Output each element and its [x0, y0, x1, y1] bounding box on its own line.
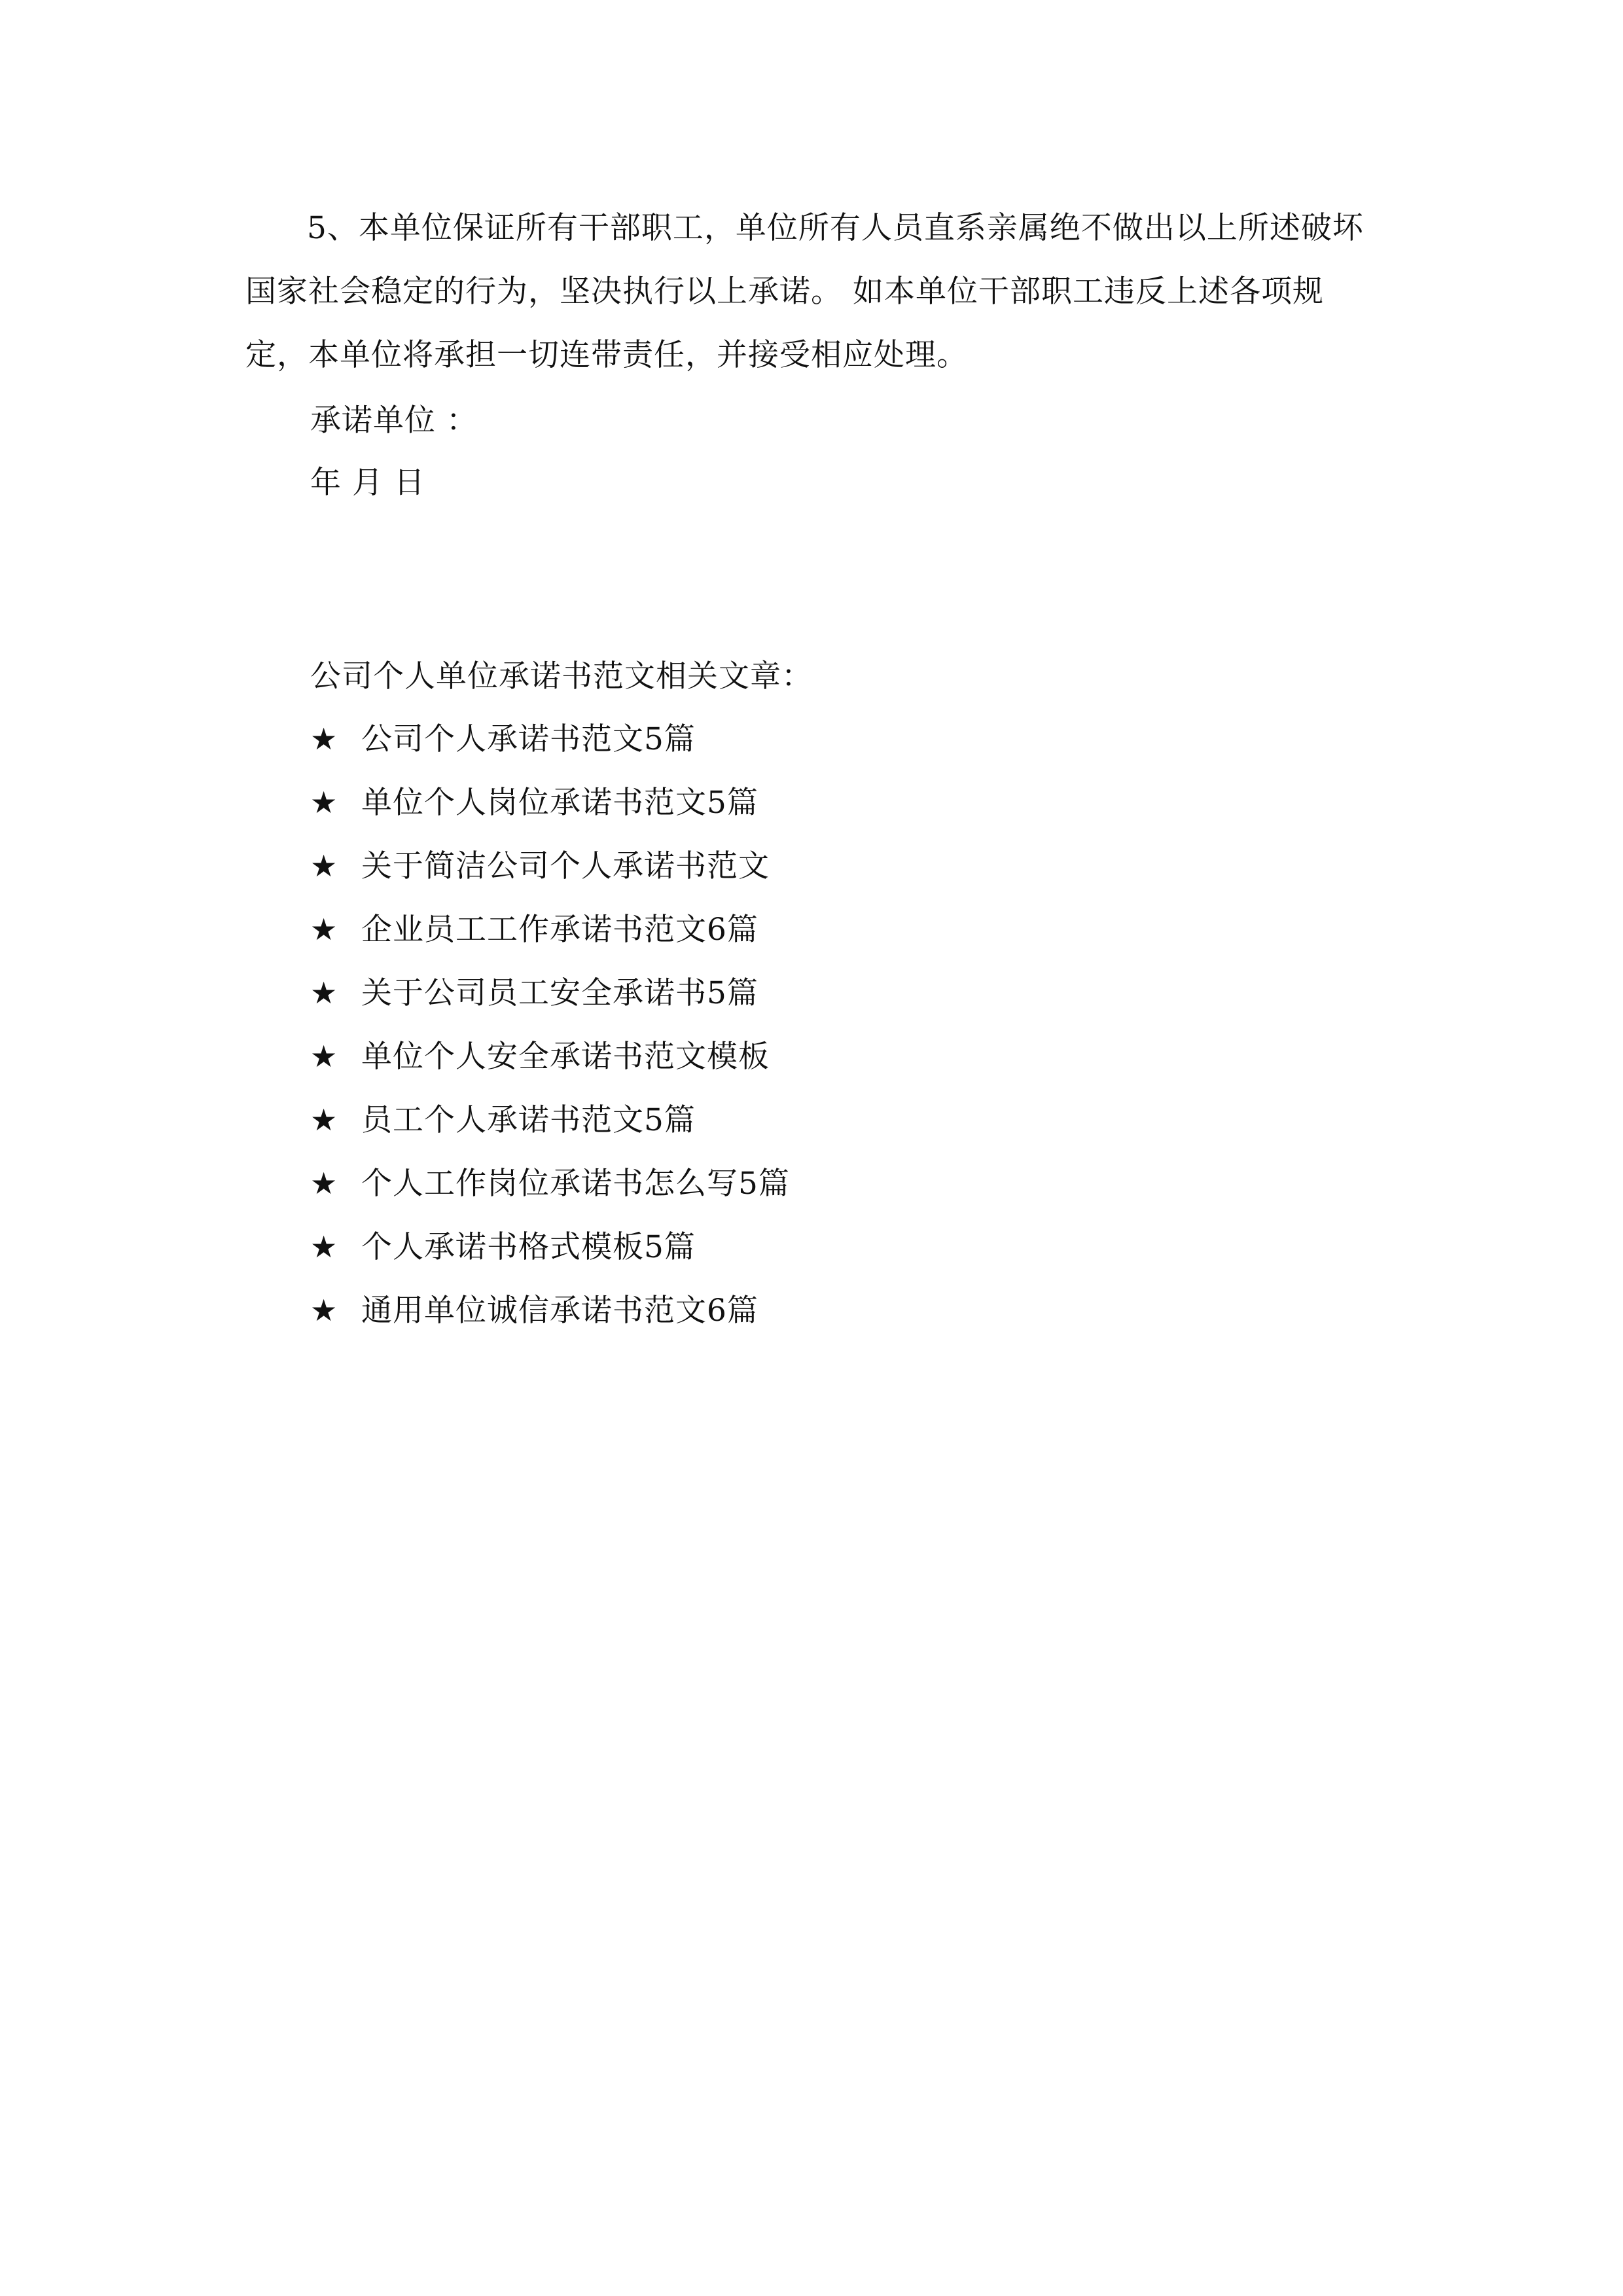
related-article-title[interactable]: 个人工作岗位承诺书怎么写5篇 [361, 1166, 790, 1202]
commitment-paragraph-5 [245, 196, 1384, 387]
related-article-title[interactable]: 关于简洁公司个人承诺书范文 [361, 848, 770, 884]
related-article-item[interactable] [310, 1037, 770, 1077]
related-article-item[interactable] [310, 1291, 758, 1331]
related-article-item[interactable] [310, 1227, 696, 1267]
star-icon: ★ [310, 721, 338, 757]
related-article-title[interactable]: 公司个人承诺书范文5篇 [361, 721, 696, 757]
related-article-title[interactable]: 单位个人安全承诺书范文模板 [361, 1039, 770, 1075]
related-article-title[interactable]: 通用单位诚信承诺书范文6篇 [361, 1293, 758, 1329]
related-article-title[interactable]: 关于公司员工安全承诺书5篇 [361, 975, 758, 1011]
signature-label: 承诺单位 ： [310, 403, 478, 439]
related-article-item[interactable] [310, 973, 758, 1013]
related-article-item[interactable] [310, 783, 758, 823]
related-article-title[interactable]: 员工个人承诺书范文5篇 [361, 1102, 696, 1138]
related-article-title[interactable]: 个人承诺书格式模板5篇 [361, 1229, 696, 1265]
star-icon: ★ [310, 1039, 338, 1074]
star-icon: ★ [310, 1102, 338, 1138]
star-icon: ★ [310, 848, 338, 884]
paragraph-5-text: 5、本单位保证所有干部职工，单位所有人员直系亲属绝不做出以上所述破坏国家社会稳定的行为，坚决执行以上承诺。 如本单位干部职工违反上述各项规定，本单位将承担一切连带责任，并接受相应处理。 [245, 210, 1364, 373]
star-icon: ★ [310, 1166, 338, 1201]
star-icon: ★ [310, 1229, 338, 1265]
related-article-item[interactable] [310, 719, 696, 759]
related-article-item[interactable] [310, 1164, 790, 1204]
star-icon: ★ [310, 785, 338, 820]
date-line: 年 月 日 [310, 465, 425, 501]
related-article-item[interactable] [310, 910, 758, 950]
related-articles-heading: 公司个人单位承诺书范文相关文章： [310, 658, 813, 694]
related-article-item[interactable] [310, 846, 770, 886]
related-article-item[interactable] [310, 1100, 696, 1140]
related-article-title[interactable]: 企业员工工作承诺书范文6篇 [361, 912, 758, 948]
star-icon: ★ [310, 975, 338, 1011]
star-icon: ★ [310, 912, 338, 947]
related-article-title[interactable]: 单位个人岗位承诺书范文5篇 [361, 785, 758, 821]
star-icon: ★ [310, 1293, 338, 1328]
